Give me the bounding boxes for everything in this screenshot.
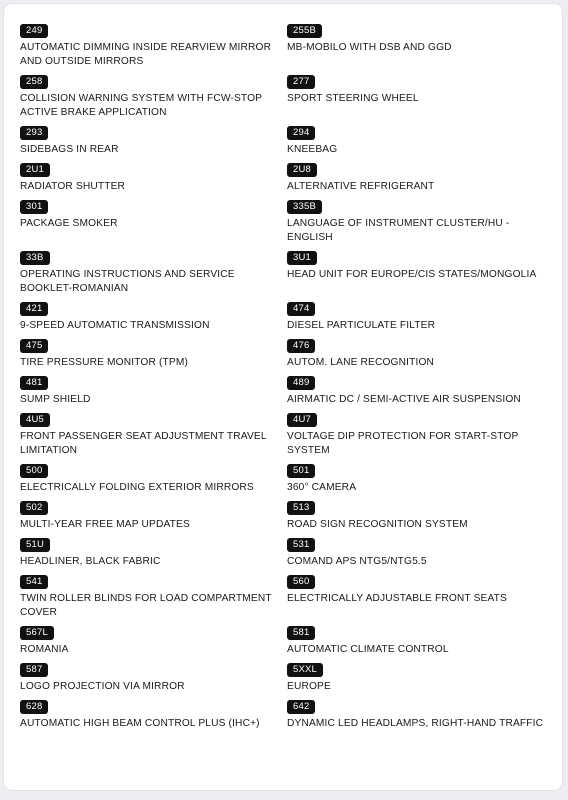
option-code-badge: 2U8 (287, 163, 317, 177)
option-item (287, 575, 556, 626)
option-code-badge: 560 (287, 575, 315, 589)
option-description: ELECTRICALLY FOLDING EXTERIOR MIRRORS (20, 482, 254, 493)
option-code-badge: 249 (20, 24, 48, 38)
option-description: ROAD SIGN RECOGNITION SYSTEM (287, 519, 468, 530)
option-description: AUTOMATIC DIMMING INSIDE REARVIEW MIRROR AND OUTSIDE MIRRORS (20, 42, 272, 67)
option-description: DIESEL PARTICULATE FILTER (287, 320, 436, 331)
option-code-badge: 628 (20, 700, 48, 714)
option-description: OPERATING INSTRUCTIONS AND SERVICE BOOKLET-ROMANIAN (20, 269, 235, 294)
option-item (287, 251, 556, 302)
option-code-badge: 475 (20, 339, 48, 353)
option-item (287, 538, 556, 575)
option-description: MB-MOBILO WITH DSB AND GGD (287, 42, 452, 53)
option-description: 360° CAMERA (287, 482, 357, 493)
option-code-badge: 476 (287, 339, 315, 353)
option-code-badge: 51U (20, 538, 50, 552)
option-code-badge: 335B (287, 200, 322, 214)
option-description: VOLTAGE DIP PROTECTION FOR START-STOP SYSTEM (287, 431, 519, 456)
option-item (287, 75, 556, 126)
option-description: AUTOM. LANE RECOGNITION (287, 357, 435, 368)
option-description: AUTOMATIC HIGH BEAM CONTROL PLUS (IHC+) (20, 718, 260, 729)
option-description: AUTOMATIC CLIMATE CONTROL (287, 644, 449, 655)
option-description: TIRE PRESSURE MONITOR (TPM) (20, 357, 188, 368)
option-item (20, 302, 287, 339)
option-description: RADIATOR SHUTTER (20, 181, 126, 192)
option-code-badge: 587 (20, 663, 48, 677)
option-item (287, 413, 556, 464)
option-code-badge: 2U1 (20, 163, 50, 177)
option-code-badge: 258 (20, 75, 48, 89)
option-item (287, 339, 556, 376)
option-item (287, 126, 556, 163)
option-item (20, 700, 287, 737)
option-item (20, 339, 287, 376)
option-description: SIDEBAGS IN REAR (20, 144, 119, 155)
option-code-badge: 33B (20, 251, 50, 265)
option-description: COLLISION WARNING SYSTEM WITH FCW-STOP ACTIVE BRAKE APPLICATION (20, 93, 262, 118)
option-item (20, 24, 287, 75)
option-item (287, 163, 556, 200)
option-description: EUROPE (287, 681, 331, 692)
option-description: AIRMATIC DC / SEMI-ACTIVE AIR SUSPENSION (287, 394, 521, 405)
option-item (287, 302, 556, 339)
option-item (20, 464, 287, 501)
option-description: ALTERNATIVE REFRIGERANT (287, 181, 435, 192)
option-code-badge: 513 (287, 501, 315, 515)
option-item (20, 626, 287, 663)
option-code-badge: 255B (287, 24, 322, 38)
option-item (20, 501, 287, 538)
option-description: DYNAMIC LED HEADLAMPS, RIGHT-HAND TRAFFIC (287, 718, 544, 729)
option-code-badge: 5XXL (287, 663, 323, 677)
option-code-badge: 567L (20, 626, 54, 640)
option-item (287, 376, 556, 413)
options-card (4, 4, 562, 790)
option-item (287, 464, 556, 501)
option-description: ROMANIA (20, 644, 69, 655)
option-item (287, 24, 556, 75)
option-description: HEADLINER, BLACK FABRIC (20, 556, 161, 567)
option-description: MULTI-YEAR FREE MAP UPDATES (20, 519, 190, 530)
option-description: LANGUAGE OF INSTRUMENT CLUSTER/HU - ENGLISH (287, 218, 510, 243)
option-code-badge: 541 (20, 575, 48, 589)
option-code-badge: 500 (20, 464, 48, 478)
options-grid (20, 24, 556, 737)
option-code-badge: 277 (287, 75, 315, 89)
option-code-badge: 421 (20, 302, 48, 316)
option-item (20, 200, 287, 251)
option-code-badge: 531 (287, 538, 315, 552)
option-description: TWIN ROLLER BLINDS FOR LOAD COMPARTMENT COVER (20, 593, 272, 618)
option-item (20, 251, 287, 302)
option-item (20, 376, 287, 413)
option-description: FRONT PASSENGER SEAT ADJUSTMENT TRAVEL LIMITATION (20, 431, 267, 456)
option-item (20, 538, 287, 575)
option-item (20, 413, 287, 464)
option-description: HEAD UNIT FOR EUROPE/CIS STATES/MONGOLIA (287, 269, 537, 280)
option-code-badge: 642 (287, 700, 315, 714)
option-code-badge: 489 (287, 376, 315, 390)
option-item (20, 663, 287, 700)
option-item (287, 626, 556, 663)
option-description: COMAND APS NTG5/NTG5.5 (287, 556, 427, 567)
option-code-badge: 581 (287, 626, 315, 640)
option-description: LOGO PROJECTION VIA MIRROR (20, 681, 185, 692)
option-description: 9-SPEED AUTOMATIC TRANSMISSION (20, 320, 210, 331)
option-item (287, 501, 556, 538)
option-item (287, 700, 556, 737)
option-description: SPORT STEERING WHEEL (287, 93, 419, 104)
option-code-badge: 474 (287, 302, 315, 316)
option-description: ELECTRICALLY ADJUSTABLE FRONT SEATS (287, 593, 507, 604)
option-item (20, 575, 287, 626)
option-code-badge: 301 (20, 200, 48, 214)
option-code-badge: 501 (287, 464, 315, 478)
option-description: SUMP SHIELD (20, 394, 91, 405)
option-code-badge: 4U5 (20, 413, 50, 427)
option-code-badge: 293 (20, 126, 48, 140)
option-code-badge: 294 (287, 126, 315, 140)
option-item (20, 126, 287, 163)
option-description: KNEEBAG (287, 144, 338, 155)
option-code-badge: 4U7 (287, 413, 317, 427)
option-item (287, 200, 556, 251)
option-code-badge: 3U1 (287, 251, 317, 265)
option-description: PACKAGE SMOKER (20, 218, 118, 229)
option-code-badge: 502 (20, 501, 48, 515)
option-code-badge: 481 (20, 376, 48, 390)
option-item (20, 75, 287, 126)
option-item (287, 663, 556, 700)
option-item (20, 163, 287, 200)
